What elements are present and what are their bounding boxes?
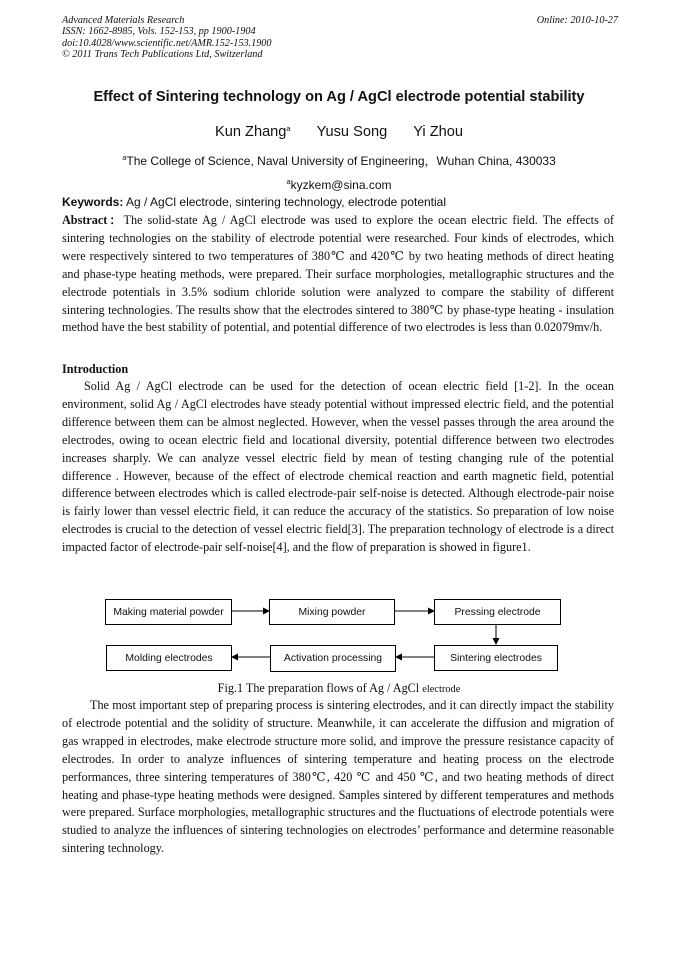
issn-line: ISSN: 1662-8985, Vols. 152-153, pp 1900-1904	[62, 26, 256, 38]
abstract-label: Abstract：	[62, 213, 124, 227]
abstract	[62, 212, 614, 337]
intro-paragraph-1: Solid Ag / AgCl electrode can be used for the detection of ocean electric field [1-2]. In the ocean environment, solid Ag / AgCl electrodes have steady potential without impressed electric field, and the potential difference between them can be almost neglected. However, when the vessel passes through the area around the electrodes, owing to ocean electric field and locational diversity, potential difference between two electrodes increases sharply. We can analyze vessel electric field by mean of testing changing rule of the potential difference . However, because of the effect of electrode chemical reaction and earth magnetic field, potential difference between electrodes which is called electrode-pair self-noise is detected. Although electrode-pair noise is fairly lower than vessel electric field, it can reduce the accuracy of the statistics. So preparation of low noise electrodes is crucial to the detection of vessel electric field[3]. The preparation technology of electrode is a direct impacted factor of electrode-pair self-noise[4], and the flow of preparation is showed in figure1.	[62, 379, 614, 555]
keywords	[62, 195, 618, 209]
author-name: Yusu Song	[316, 124, 388, 140]
section-heading: Introduction	[62, 362, 129, 376]
paper-title: Effect of Sintering technology on Ag / AgCl electrode potential stability	[93, 89, 585, 105]
doi-line: doi:10.4028/www.scientific.net/AMR.152-153.1900	[62, 37, 272, 49]
preparation-flow-chart	[0, 590, 678, 682]
step-making-material-powder: Making material powder	[105, 599, 232, 625]
email-mark: a	[286, 177, 291, 186]
step-pressing-electrode: Pressing electrode	[434, 599, 561, 625]
keywords-label: Keywords:	[62, 195, 124, 209]
step-molding-electrodes: Molding electrodes	[106, 645, 232, 671]
author-email	[0, 177, 678, 192]
caption-small: electrode	[422, 684, 461, 695]
caption-main: Fig.1 The preparation flows of Ag / AgCl	[217, 681, 420, 695]
affiliation-mark: a	[122, 153, 127, 162]
figure-caption	[0, 681, 678, 696]
keywords-text: Ag / AgCl electrode, sintering technology, electrode potential	[126, 195, 447, 209]
intro-paragraph-2: The most important step of preparing process is sintering electrodes, and it can directly impact the stability of electrode potential and the solidity of structure. Meanwhile, it can accelerate the diffusion and migration of gas wrapped in electrodes, make electrode structure more solid, and improve the pressure resistance capacity of electrodes. In order to analyze influences of sintering temperature and heating process on the electrode performances, three sintering temperatures of 380℃, 420 ℃ and 450 ℃, and two heating methods of direct heating and phase-type heating methods were designed. Samples sintered by different temperatures and methods were prepared. Surface morphologies, metallographic structures and the fluctuations of electrode potentials were studied to analyze the influences of sintering technologies on electrodes’ performance and determine reasonable sintering technology.	[62, 698, 614, 856]
author-name: Kun Zhang	[215, 124, 287, 140]
step-sintering-electrodes: Sintering electrodes	[434, 645, 558, 671]
journal-header	[62, 15, 618, 61]
author-name: Yi Zhou	[413, 124, 463, 140]
step-mixing-powder: Mixing powder	[269, 599, 395, 625]
email-text: kyzkem@sina.com	[290, 178, 392, 192]
abstract-text: The solid-state Ag / AgCl electrode was used to explore the ocean electric field. The effects of sintering technologies on the stability of electrode potential were researched. Four kinds of electrodes, which were respectively sintered to two temperatures of 380℃ and 420℃ by two heating methods of direct heating and phase-type heating methods, were prepared. Their surface morphologies, metallographic structures and the electrode potentials in 3.5% sodium chloride solution were analyzed to compare the stability of different sintering technologies. The results show that the electrodes sintered to 380℃ by phase-type heating - insulation method have the best stability of potential, and potential difference of two electrodes is less than 0.02079mv/h.	[62, 213, 614, 335]
journal-name: Advanced Materials Research	[62, 15, 185, 26]
step-activation-processing: Activation processing	[270, 645, 396, 672]
affiliation-text: The College of Science, Naval University of Engineering，Wuhan China, 430033	[126, 154, 556, 168]
copyright-line: © 2011 Trans Tech Publications Ltd, Switzerland	[62, 49, 263, 61]
author-affiliation-mark: a	[286, 124, 291, 133]
online-date: Online: 2010-10-27	[536, 15, 618, 26]
author-list	[0, 124, 678, 140]
affiliation	[0, 152, 678, 169]
